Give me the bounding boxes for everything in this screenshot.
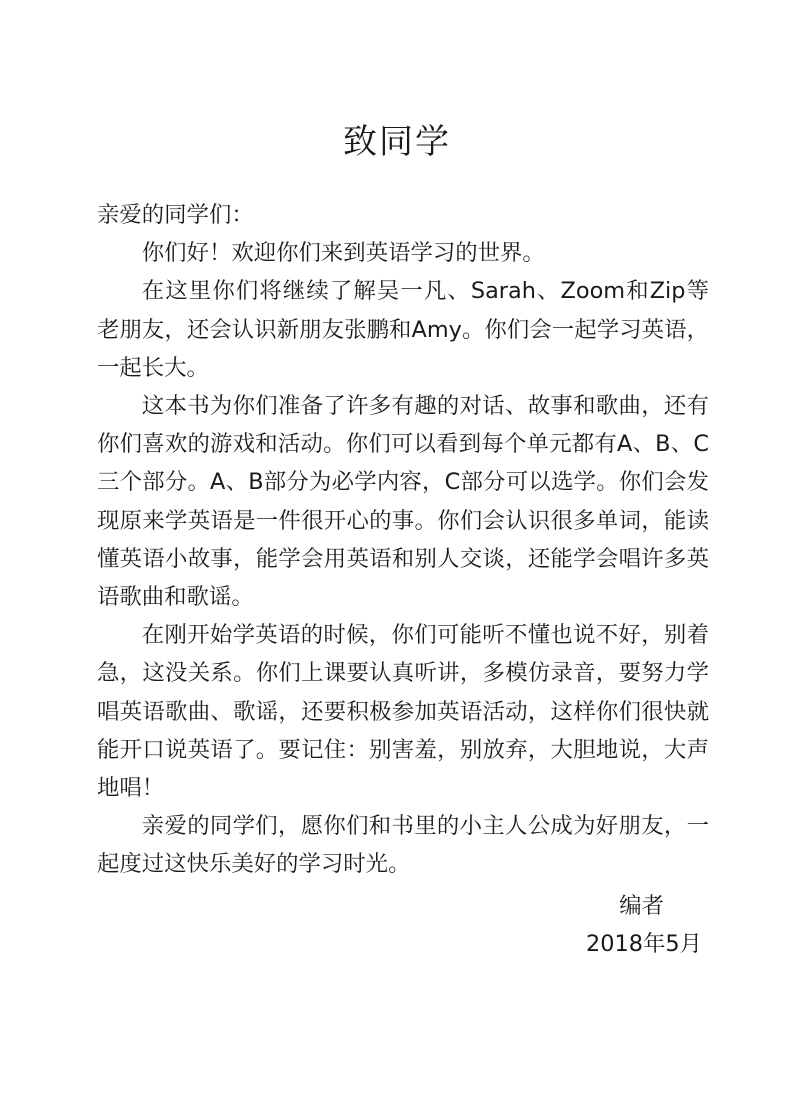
- letter-body: [97, 196, 709, 884]
- signature-block: [462, 887, 702, 963]
- paragraph-greeting: 你们好！欢迎你们来到英语学习的世界。: [141, 240, 545, 267]
- salutation: 亲爱的同学们：: [97, 202, 254, 228]
- signature-editor: 编者: [619, 893, 664, 919]
- paragraph-characters: 在这里你们将继续了解吴一凡、Sarah、Zoom和Zip等老朋友，还会认识新朋友张鹏和Amy。你们会一起学习英语，一起长大。: [97, 278, 709, 381]
- signature-date: 2018年5月: [585, 931, 702, 957]
- paragraph-closing: 亲爱的同学们，愿你们和书里的小主人公成为好朋友，一起度过这快乐美好的学习时光。: [97, 813, 709, 878]
- paragraph-advice: 在刚开始学英语的时候，你们可能听不懂也说不好，别着急，这没关系。你们上课要认真听讲，多模仿录音，要努力学唱英语歌曲、歌谣，还要积极参加英语活动，这样你们很快就能开口说英语了。要记住：别害羞，别放弃，大胆地说，大声地唱！: [97, 622, 709, 802]
- page-title: 致同学: [343, 122, 451, 162]
- paragraph-book-contents: 这本书为你们准备了许多有趣的对话、故事和歌曲，还有你们喜欢的游戏和活动。你们可以看到每个单元都有A、B、C三个部分。A、B部分为必学内容，C部分可以选学。你们会发现原来学英语是一件很开心的事。你们会认识很多单词，能读懂英语小故事，能学会用英语和别人交谈，还能学会唱许多英语歌曲和歌谣。: [97, 393, 709, 611]
